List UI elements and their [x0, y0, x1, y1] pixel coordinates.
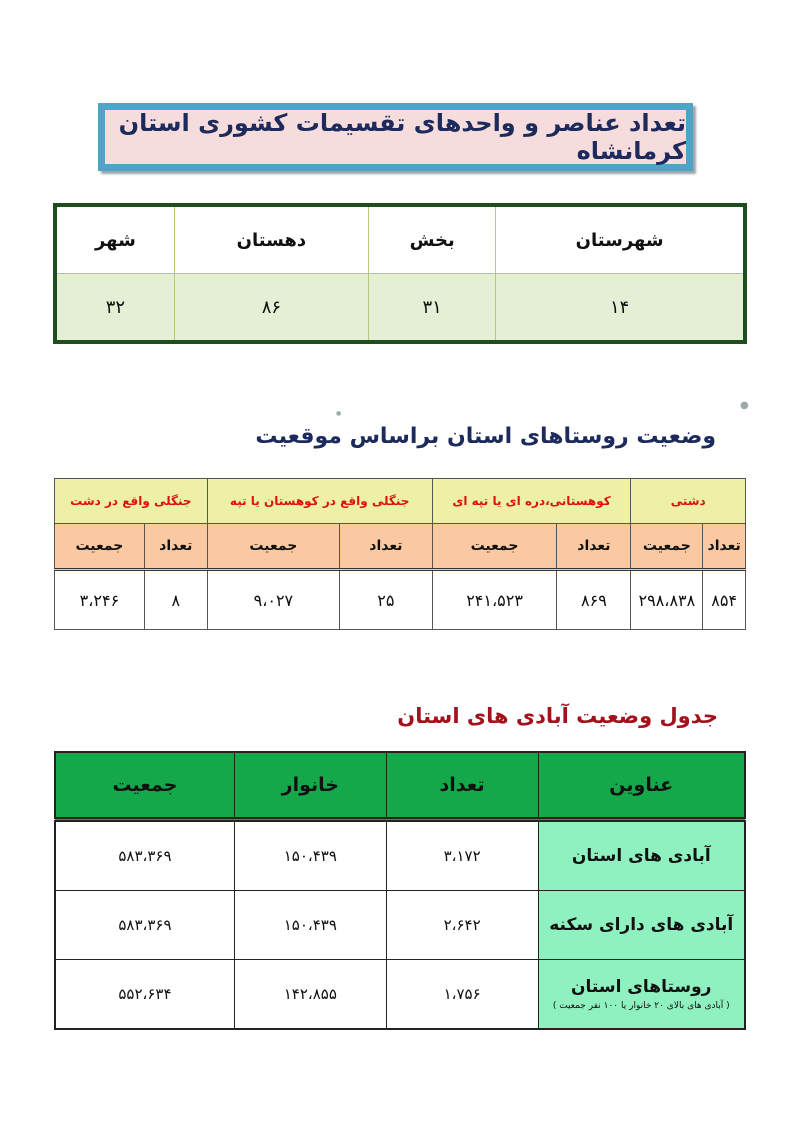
- group-header-cell: کوهستانی،دره ای یا تپه ای: [432, 479, 631, 524]
- header-cell: شهر: [55, 205, 174, 274]
- decorative-dot: ●: [740, 400, 749, 411]
- value-cell: ۲۵: [340, 570, 433, 630]
- title-box: [98, 103, 693, 171]
- row-label: آبادی های دارای سکنه: [549, 915, 734, 935]
- villages-section-title: وضعیت روستاهای استان براساس موقعیت: [255, 424, 716, 449]
- table-row: [55, 891, 745, 960]
- value-cell: ۱۴۲،۸۵۵: [234, 960, 386, 1030]
- header-cell: جمعیت: [55, 752, 234, 820]
- value-cell: ۵۸۳،۳۶۹: [55, 820, 234, 891]
- value-cell: ۱۵۰،۴۳۹: [234, 820, 386, 891]
- value-cell: ۸۵۴: [703, 570, 746, 630]
- header-cell: تعداد: [386, 752, 538, 820]
- settlements-section-title: جدول وضعیت آبادی های استان: [397, 704, 718, 728]
- value-cell: ۸۶۹: [557, 570, 631, 630]
- value-cell: ۳،۱۷۲: [386, 820, 538, 891]
- table-row: [55, 570, 746, 630]
- value-cell: ۳،۲۴۶: [55, 570, 145, 630]
- row-label-cell: [538, 891, 745, 960]
- row-note: ( آبادی های بالای ۲۰ خانوار یا ۱۰۰ نفر جمعیت ): [552, 1001, 730, 1011]
- group-header-row: [55, 479, 746, 524]
- divisions-table: [53, 203, 747, 344]
- value-cell: ۵۸۳،۳۶۹: [55, 891, 234, 960]
- sub-header-row: [55, 524, 746, 570]
- value-cell: ۳۱: [369, 274, 496, 343]
- settlements-table: [54, 751, 746, 1030]
- sub-header-cell: تعداد: [144, 524, 207, 570]
- sub-header-cell: جمعیت: [631, 524, 703, 570]
- value-cell: ۵۵۲،۶۳۴: [55, 960, 234, 1030]
- group-header-cell: جنگلی واقع در دشت: [55, 479, 208, 524]
- sub-header-cell: تعداد: [703, 524, 746, 570]
- villages-table: [54, 478, 746, 630]
- value-cell: ۹،۰۲۷: [207, 570, 339, 630]
- table-row: [55, 274, 745, 343]
- value-cell: ۲۴۱،۵۲۳: [432, 570, 557, 630]
- sub-header-cell: جمعیت: [207, 524, 339, 570]
- table-header-row: [55, 205, 745, 274]
- sub-header-cell: جمعیت: [432, 524, 557, 570]
- value-cell: ۱۵۰،۴۳۹: [234, 891, 386, 960]
- value-cell: ۲۹۸،۸۳۸: [631, 570, 703, 630]
- header-cell: عناوین: [538, 752, 745, 820]
- group-header-cell: جنگلی واقع در کوهستان یا تپه: [207, 479, 432, 524]
- group-header-cell: دشتی: [631, 479, 746, 524]
- value-cell: ۳۲: [55, 274, 174, 343]
- header-cell: دهستان: [174, 205, 368, 274]
- sub-header-cell: جمعیت: [55, 524, 145, 570]
- value-cell: ۱،۷۵۶: [386, 960, 538, 1030]
- header-cell: خانوار: [234, 752, 386, 820]
- row-label-cell: [538, 820, 745, 891]
- value-cell: ۱۴: [496, 274, 745, 343]
- header-cell: شهرستان: [496, 205, 745, 274]
- row-label: آبادی های استان: [571, 846, 711, 866]
- page-title: تعداد عناصر و واحدهای تقسیمات کشوری استان کرمانشاه: [105, 110, 686, 164]
- table-header-row: [55, 752, 745, 820]
- decorative-dot: ●: [336, 410, 342, 417]
- value-cell: ۸۶: [174, 274, 368, 343]
- value-cell: ۲،۶۴۲: [386, 891, 538, 960]
- value-cell: ۸: [144, 570, 207, 630]
- table-row: [55, 820, 745, 891]
- header-cell: بخش: [369, 205, 496, 274]
- row-label-cell: [538, 960, 745, 1030]
- sub-header-cell: تعداد: [557, 524, 631, 570]
- sub-header-cell: تعداد: [340, 524, 433, 570]
- table-row: [55, 960, 745, 1030]
- row-label: روستاهای استان: [571, 977, 712, 997]
